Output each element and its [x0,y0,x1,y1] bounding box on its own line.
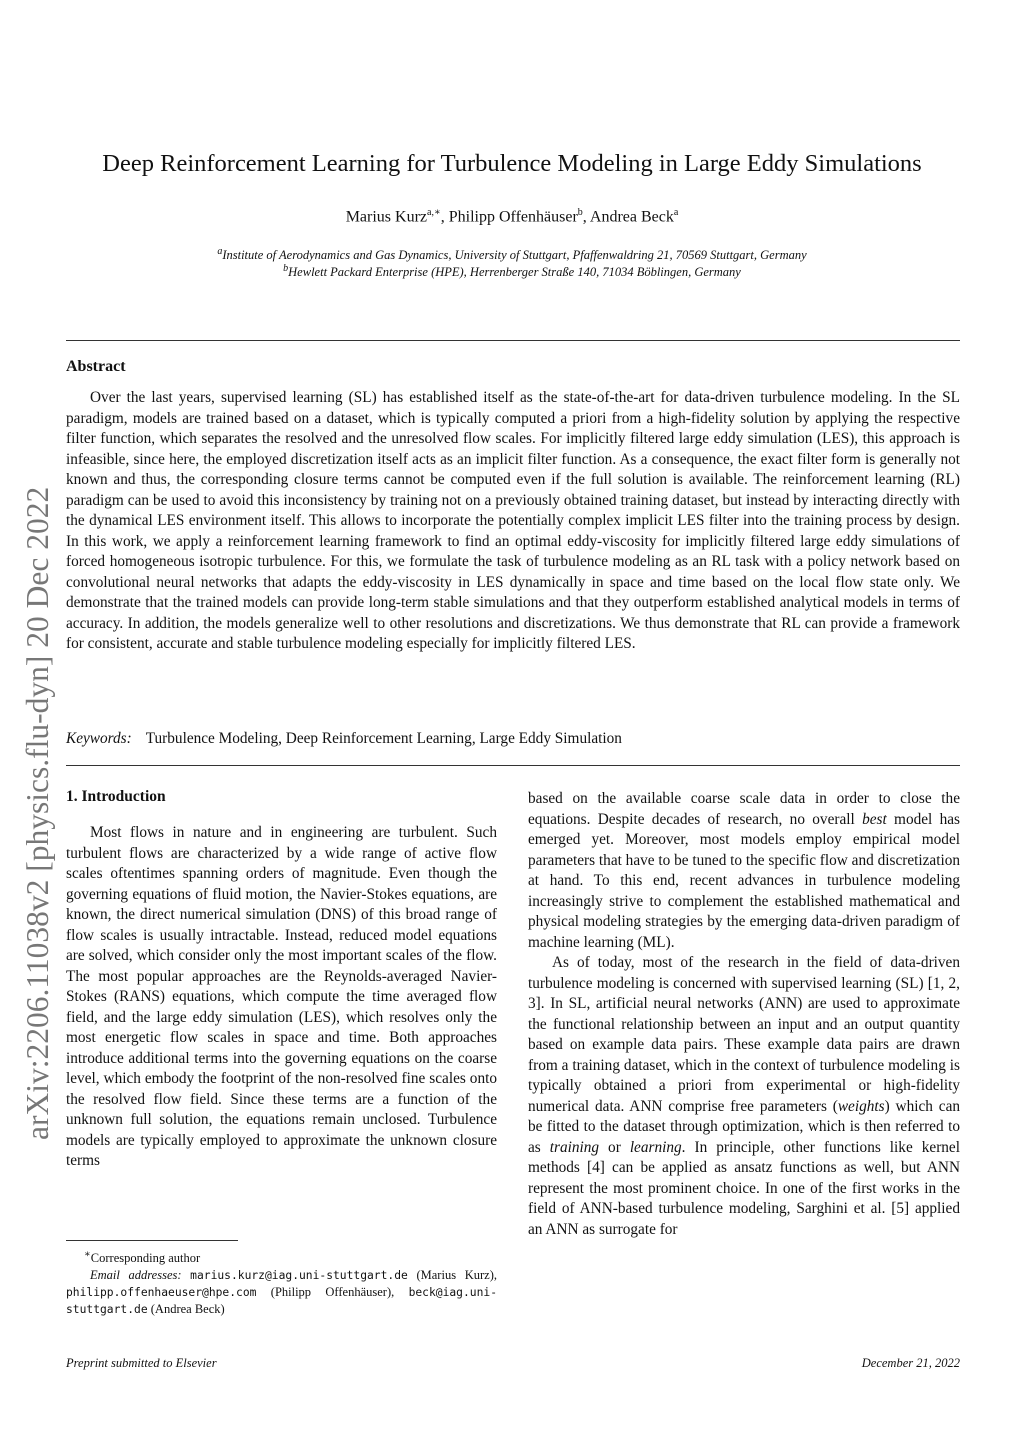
author-2-affiliation-mark: b [577,207,583,218]
keywords [66,730,960,748]
author-2-name: Philipp Offenhäuser [448,208,578,226]
abstract-bottom-rule [66,765,960,766]
intro-paragraph-1: Most flows in nature and in engineering are turbulent. Such turbulent flows are characterized by a wide range of active flow scales oftentimes spanning orders of magnitude. Even though the governing equations of fluid motion, the Navier-Stokes equations, are known, the direct numerical simulation (DNS) of this broad range of flow scales is usually intractable. Instead, reduced model equations are solved, which consider only the most important scales of the flow. The most popular approaches are the Reynolds-averaged Navier-Stokes (RANS) equations, which compute the time averaged flow field, and the large eddy simulation (LES), which resolves only the most energetic flow scales in space and time. Both approaches introduce additional terms into the governing equations on the coarse level, which embody the footprint of the non-resolved fine scales onto the resolved flow field. Since these terms are a function of the unknown full solution, the equations remain unclosed. Turbulence models are typically employed to approximate the unknown closure terms [66,824,497,1169]
author-1-name: Marius Kurz [345,208,427,226]
emphasis-best: best [862,810,887,828]
footnote-corresponding-text: Corresponding author [90,1251,201,1266]
author-3-affiliation-mark: a [673,207,679,218]
author-list: Marius Kurz$^{a,∗}$, Philipp Offenhäuser$^b$, Andrea Beck$^a$ [345,207,679,226]
emphasis-learning: learning [629,1138,682,1156]
email-owner-offenhaeuser: (Philipp Offenhäuser), [256,1285,409,1300]
footer-preprint-note: Preprint submitted to Elsevier [66,1356,217,1370]
footnote-rule [66,1240,238,1241]
intro-right-column [528,789,960,1240]
keywords-label: Keywords: [66,730,132,747]
email-label: Email addresses: [90,1268,182,1283]
abstract-heading: Abstract [66,358,126,375]
intro-left-column [66,823,497,1172]
affiliation-a [0,246,1024,263]
section-heading-introduction: 1. Introduction [66,788,166,805]
text-run: or [599,1138,630,1156]
paper-title: Deep Reinforcement Learning for Turbulence Modeling in Large Eddy Simulations [102,150,922,177]
email-owner-beck: (Andrea Beck) [147,1302,225,1317]
footnote-mark: ∗ [84,1249,91,1260]
intro-paragraph-2 [528,953,960,1240]
arxiv-identifier-stamp: arXiv:2206.11038v2 [physics.flu-dyn] 20 Dec 2022 [20,486,55,1140]
text-run: . In principle, other functions like kernel methods [4] can be applied as ansatz functions as well, but ANN represent the most prominent choice. In one of the first works in the field of ANN-based turbulence modeling, Sarghini et al. [5] applied an ANN as surrogate for [528,1138,960,1238]
footnote-emails [66,1267,497,1318]
footer-date: December 21, 2022 [861,1356,960,1370]
email-owner-kurz: (Marius Kurz), [407,1268,497,1283]
email-link-beck[interactable]: beck@iag.uni-stuttgart.de [66,1286,497,1317]
text-run: ) which can be fitted to the dataset through optimization, which is then referred to as [528,1097,961,1156]
email-link-offenhaeuser[interactable]: philipp.offenhaeuser@hpe.com [66,1286,257,1300]
author-1-affiliation-mark: a,∗ [427,207,441,218]
text-run: As of today, most of the research in the field of data-driven turbulence modeling is concerned with supervised learning (SL) [1, 2, 3]. In SL, artificial neural networks (ANN) are used to approximate the functional relationship between an input and an output quantity based on example data pairs. These example data pairs are drawn from a training dataset, which in the context of turbulence modeling is typically obtained a priori from experimental or high-fidelity numerical data. ANN comprise free parameters ( [528,954,960,1115]
intro-paragraph-1-continued [528,789,960,953]
footnotes [66,1246,497,1318]
affiliation-a-text: Institute of Aerodynamics and Gas Dynamics, University of Stuttgart, Pfaffenwaldring 21, 70569 Stuttgart, Germany [222,248,807,263]
footnote-corresponding [66,1246,497,1267]
keywords-text: Turbulence Modeling, Deep Reinforcement Learning, Large Eddy Simulation [145,730,622,747]
abstract-text: Over the last years, supervised learning (SL) has established itself as the state-of-the-art for data-driven turbulence modeling. In the SL paradigm, models are trained based on a dataset, which is typically computed a priori from a high-fidelity solution by applying the respective filter function, which separates the resolved and the unresolved flow scales. For implicitly filtered large eddy simulation (LES), this approach is infeasible, since here, the employed discretization itself acts as an implicit filter function. As a consequence, the exact filter form is generally not known and thus, the corresponding closure terms cannot be computed even if the full solution is available. The reinforcement learning (RL) paradigm can be used to avoid this inconsistency by training not on a previously obtained training dataset, but instead by interacting directly with the dynamical LES environment itself. This allows to incorporate the potentially complex implicit LES filter into the training process by design. In this work, we apply a reinforcement learning framework to find an optimal eddy-viscosity for implicitly filtered large eddy simulations of forced homogeneous isotropic turbulence. For this, we formulate the task of turbulence modeling as an RL task with a policy network based on convolutional neural networks that adapts the eddy-viscosity in LES dynamically in space and time based on the local flow state only. We demonstrate that the trained models can provide long-term stable simulations and that they outperform established analytical models in terms of accuracy. In addition, the models generalize well to other resolutions and discretizations. We thus demonstrate that RL can provide a framework for consistent, accurate and stable turbulence modeling especially for implicitly filtered LES. [66,389,960,652]
affiliation-b-mark: b [283,263,289,274]
abstract-top-rule [66,340,960,341]
text-run: model has emerged yet. Moreover, most models employ empirical model parameters that have to be tuned to the specific flow and discretization at hand. To this end, recent advances in turbulence modeling increasingly strive to complement the established mathematical and physical modeling strategies by the emerging data-driven paradigm of machine learning (ML). [528,810,960,951]
author-3-name: Andrea Beck [589,208,674,226]
affiliation-b [0,263,1024,280]
text-run: based on the available coarse scale data in order to close the equations. Despite decades of research, no overall [528,790,960,828]
affiliation-b-text: Hewlett Packard Enterprise (HPE), Herrenberger Straße 140, 71034 Böblingen, Germany [288,265,741,280]
emphasis-training: training [549,1138,600,1156]
emphasis-weights: weights [837,1097,885,1115]
email-link-kurz[interactable]: marius.kurz@iag.uni-stuttgart.de [190,1269,408,1283]
affiliation-a-mark: a [217,246,223,257]
